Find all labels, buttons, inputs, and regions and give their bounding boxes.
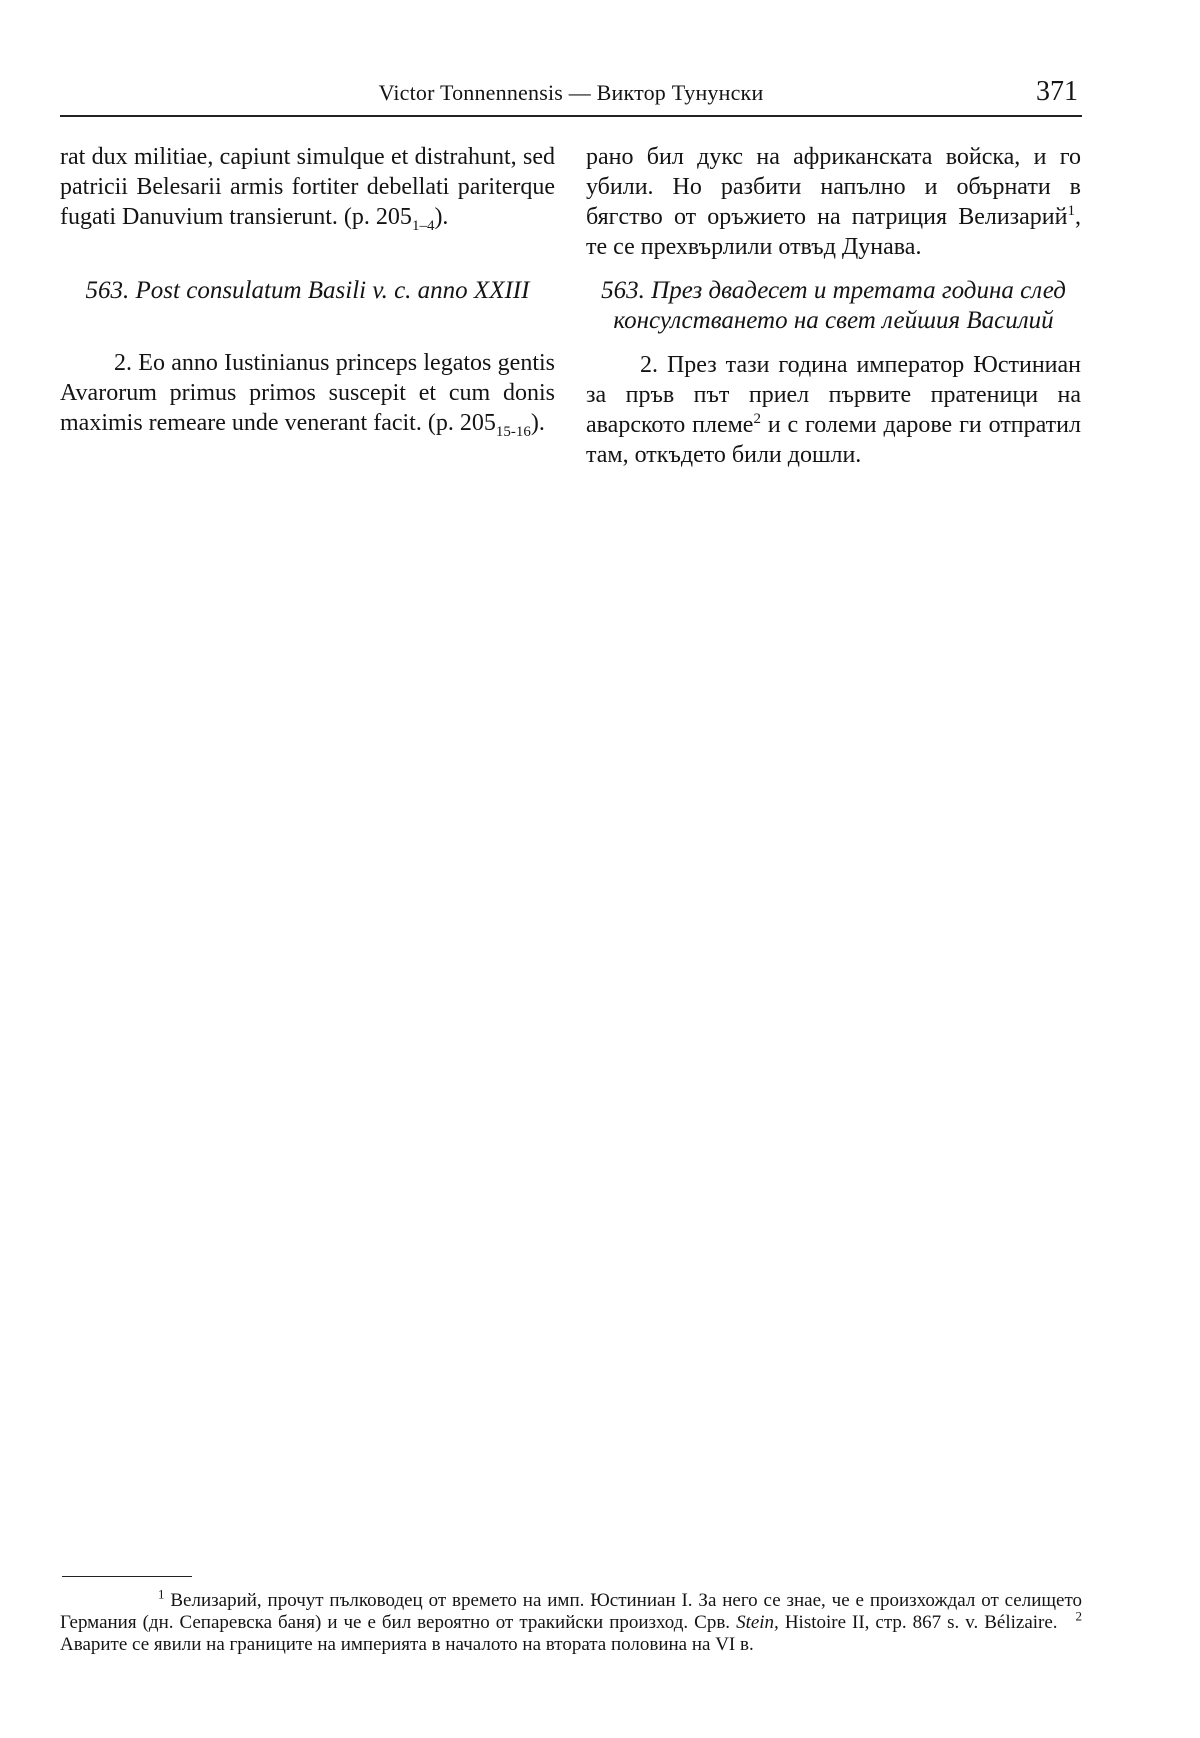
- running-header: [60, 76, 1082, 110]
- bulgarian-column: [586, 142, 1081, 470]
- footnote-1-author: Stein,: [736, 1612, 779, 1633]
- bulgarian-paragraph-2-text: 2. През тази година император Юстиниан за пръв път приел първите пратеници на аварското племе: [586, 352, 1081, 438]
- footnote-1-text: Велизарий, прочут пълководец от времето на имп. Юстиниан I. За него се знае, че е произхождал от селището Германия (дн. Сепаревска баня) и че е бил вероятно от тракийски произход. Срв.: [60, 1590, 1082, 1633]
- latin-paragraph-1-tail: ).: [434, 204, 449, 230]
- bulgarian-paragraph-1-text: рано бил дукс на африканската войска, и го убили. Но разбити напълно и обърнати в бягство от оръжието на патриция Велизарий: [586, 144, 1081, 230]
- header-title: Victor Tonnennensis — Виктор Тунунски: [378, 80, 764, 105]
- bulgarian-paragraph-1: [586, 142, 1081, 262]
- bulgarian-entry-heading: 563. През двадесет и третата година след консулстването на свет лейшия Василий: [601, 277, 1066, 334]
- latin-column: [60, 142, 555, 438]
- latin-paragraph-1-ref: 1–4: [411, 217, 435, 234]
- footnote-rule: [62, 1576, 192, 1577]
- footnote-1-mark: 1: [158, 1586, 165, 1602]
- footnote-ref-2: 2: [753, 411, 761, 427]
- footnotes: [60, 1586, 1083, 1656]
- page-number: 371: [1036, 76, 1078, 107]
- latin-entry-heading: 563. Post consulatum Basili v. c. anno XXIII: [85, 277, 530, 304]
- footnote-2-text: Аварите се явили на границите на империята в началото на втората половина на VI в.: [60, 1634, 754, 1655]
- footnote-2-mark: 2: [1075, 1608, 1083, 1624]
- latin-paragraph-1-text: rat dux militiae, capiunt simulque et distrahunt, sed patricii Belesarii armis fortiter debellati pariterque fugati Danuvium transierunt. (p. 205: [60, 144, 555, 230]
- latin-paragraph-2-tail: ).: [530, 410, 545, 436]
- latin-paragraph-1: [60, 142, 555, 232]
- latin-paragraph-2: [60, 348, 555, 438]
- bulgarian-paragraph-2: [586, 350, 1081, 470]
- footnote-1-ref: Histoire II, стр. 867 s. v. Bélizaire.: [784, 1612, 1058, 1633]
- footnote-block: [60, 1586, 1083, 1656]
- header-rule: [60, 115, 1082, 117]
- bulgarian-paragraph-2-tail: и с големи дарове ги отпратил там, откъдето били дошли.: [586, 412, 1081, 468]
- footnote-ref-1: 1: [1067, 203, 1075, 219]
- latin-paragraph-2-text: 2. Eo anno Iustinianus princeps legatos gentis Avarorum primus primos suscepit et cum donis maximis remeare unde venerant facit. (p. 205: [60, 350, 555, 436]
- bulgarian-paragraph-1-tail: , те се прехвърлили отвъд Дунава.: [586, 204, 1081, 260]
- latin-paragraph-2-ref: 15-16: [495, 423, 531, 440]
